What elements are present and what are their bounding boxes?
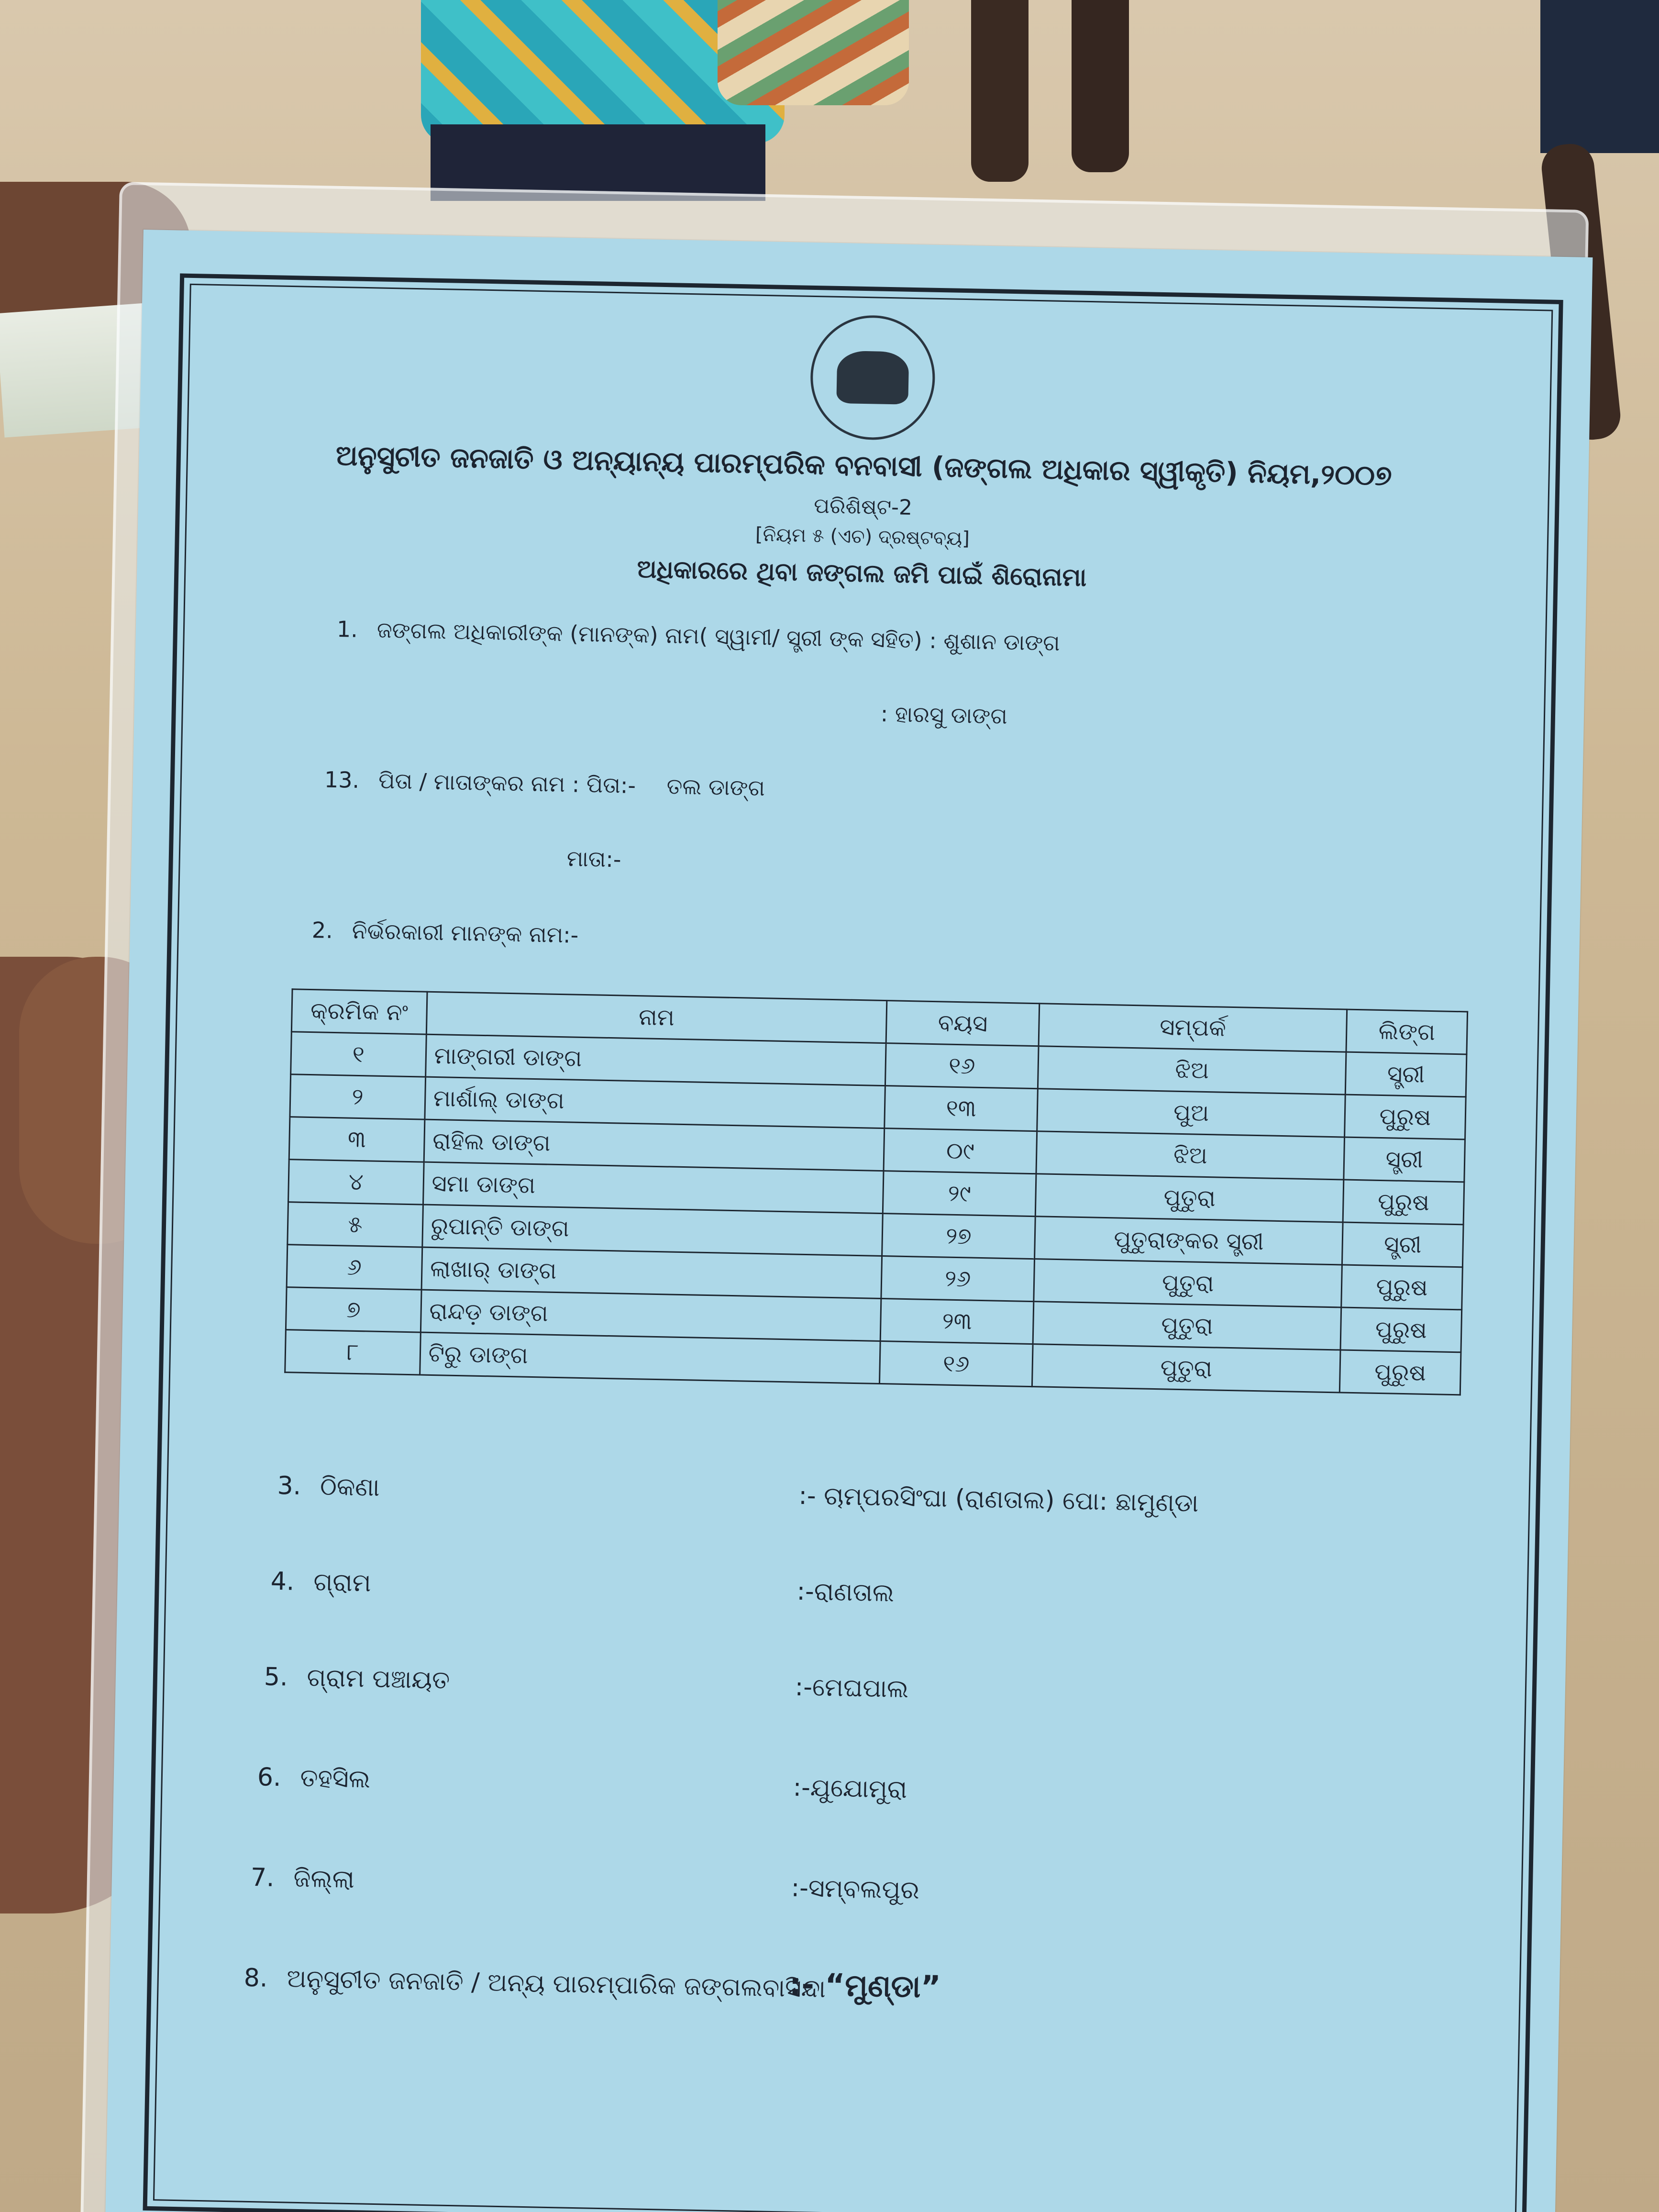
field-number: 7. [250, 1863, 275, 1892]
field-label: ଠିକଣା [320, 1472, 380, 1502]
cell-name: ରାନ୍ଦଡ଼ ଡାଙ୍ଗ [420, 1290, 881, 1341]
cell-serial: ୫ [288, 1202, 423, 1247]
field-number: 13. [324, 766, 360, 793]
field-label: ଜଙ୍ଗଲ ଅଧିକାରୀଙ୍କ (ମାନଙ୍କ) ନାମ( ସ୍ୱାମୀ/ ସ୍ତ୍ରୀ ଙ୍କ ସହିତ) : ଶୁଶାନ ଡାଙ୍ଗ [376, 617, 1061, 656]
field-tribe [243, 1964, 826, 2004]
field-number: 5. [264, 1662, 288, 1692]
field-dependents [311, 917, 578, 949]
cell-relation: ପୁତୁରା [1033, 1302, 1341, 1350]
cell-gender: ପୁରୁଷ [1340, 1307, 1462, 1352]
field-number: 1. [336, 616, 358, 642]
cell-relation: ଝିଅ [1038, 1046, 1346, 1095]
cell-serial: ୬ [287, 1245, 422, 1290]
cell-name: ରାହିଲ ଡାଙ୍ଗ [424, 1119, 885, 1171]
cell-serial: ୨ [290, 1074, 425, 1119]
cell-serial: ୮ [285, 1330, 420, 1375]
header-relation: ସମ୍ପର୍କ [1039, 1004, 1347, 1052]
field-label: ତହସିଲ [299, 1763, 371, 1794]
dependents-table [284, 988, 1468, 1395]
cell-gender: ସ୍ତ୍ରୀ [1344, 1137, 1465, 1182]
appendix-label: ପରିଶିଷ୍ଟ-2 [813, 494, 913, 520]
gram-panchayat-value: :-ମେଘପାଲ [795, 1672, 909, 1704]
cell-gender: ପୁରୁଷ [1341, 1265, 1463, 1310]
cell-age: ୧୩ [885, 1086, 1038, 1131]
field-label: ଗ୍ରାମ [313, 1568, 372, 1598]
field-tehsil [257, 1763, 370, 1794]
field-number: 8. [243, 1963, 268, 1993]
field-village [270, 1567, 371, 1598]
cell-age: ୧୬ [885, 1043, 1039, 1089]
cell-age: ୨୭ [882, 1214, 1036, 1259]
header-serial: କ୍ରମିକ ନଂ [291, 989, 427, 1034]
bystander-shorts [1540, 0, 1659, 153]
field-spouse-name: : ହାରସୁ ଡାଙ୍ଗ [880, 700, 1008, 729]
mother-label: ମାତା:- [566, 845, 622, 873]
cell-gender: ସ୍ତ୍ରୀ [1345, 1052, 1467, 1097]
odisha-emblem-icon [809, 314, 936, 441]
cell-gender: ପୁରୁଷ [1345, 1095, 1466, 1139]
cell-serial: ୧ [291, 1032, 426, 1077]
cell-gender: ପୁରୁଷ [1343, 1180, 1464, 1225]
field-number: 4. [270, 1567, 295, 1596]
tehsil-value: :-ଯୁଯୋମୁରା [793, 1773, 907, 1804]
cell-age: ୨୯ [883, 1171, 1036, 1217]
cell-age: ୧୬ [879, 1341, 1033, 1386]
cell-relation: ପୁଅ [1037, 1089, 1345, 1137]
cell-serial: ୩ [289, 1117, 424, 1162]
cell-age: ୦୯ [884, 1128, 1037, 1174]
field-number: 3. [277, 1471, 301, 1501]
cell-gender: ପୁରୁଷ [1339, 1350, 1461, 1395]
form-title: ଅନୁସୁଚୀତ ଜନଜାତି ଓ ଅନ୍ୟାନ୍ୟ ପାରମ୍ପରିକ ବନବାସୀ (ଜଙ୍ଗଲ ଅଧିକାର ସ୍ୱୀକୃତି) ନିୟମ,୨୦୦୭ [335, 439, 1393, 492]
header-gender: ଲିଙ୍ଗ [1346, 1009, 1468, 1054]
field-gram-panchayat [264, 1662, 450, 1695]
tribe-value: :- “ମୁଣ୍ଡା” [789, 1967, 941, 2005]
field-label: ଗ୍ରାମ ପଞ୍ଚାୟତ [306, 1663, 450, 1695]
cell-name: ରୁପାନ୍ତି ଡାଙ୍ଗ [422, 1205, 883, 1256]
form-sheet [105, 230, 1593, 2212]
cell-relation: ପୁତୁରା [1036, 1174, 1344, 1222]
field-parent-name [324, 766, 765, 802]
cell-name: ସମା ଡାଙ୍ଗ [423, 1162, 884, 1213]
address-value: :- ଚାମ୍ପରସିଂଘା (ରାଣତାଲ) ପୋ: ଛାମୁଣ୍ଡା [798, 1481, 1199, 1518]
cell-serial: ୪ [288, 1160, 424, 1205]
header-age: ବୟସ [886, 1001, 1040, 1046]
field-label: ଅନୁସୁଚୀତ ଜନଜାତି / ଅନ୍ୟ ପାରମ୍ପାରିକ ଜଙ୍ଗଲବାସିନ୍ଦା [286, 1964, 826, 2004]
field-label: ପିତା / ମାତାଙ୍କର ନାମ : ପିତା:- [378, 767, 636, 798]
cell-age: ୨୬ [881, 1256, 1035, 1302]
cell-relation: ପୁତୁରାଙ୍କର ସ୍ତ୍ରୀ [1035, 1217, 1343, 1265]
cell-name: ମାର୍ଶାଲ୍ ଡାଙ୍ଗ [425, 1077, 885, 1128]
patterned-bag [718, 0, 909, 105]
cell-serial: ୭ [286, 1287, 421, 1332]
person-leg-left [971, 0, 1029, 182]
form-content [105, 230, 1593, 2212]
cell-relation: ପୁତୁରା [1032, 1344, 1340, 1393]
cell-name: ଟିରୁ ଡାଙ୍ଗ [420, 1332, 880, 1383]
cell-relation: ଝିଅ [1036, 1131, 1344, 1180]
cell-name: ମାଙ୍ଗରୀ ଡାଙ୍ଗ [425, 1034, 886, 1085]
father-name: ତଲ ଡାଙ୍ଗ [666, 773, 765, 801]
person-leg-right [1072, 0, 1129, 172]
field-address [277, 1471, 380, 1503]
rule-reference: [ନିୟମ ୫ (ଏଚ) ଦ୍ରଷ୍ଟବ୍ୟ] [755, 523, 970, 550]
cell-age: ୨୩ [880, 1299, 1034, 1344]
field-number: 6. [257, 1763, 282, 1792]
cell-relation: ପୁତୁରା [1034, 1259, 1342, 1307]
header-name: ନାମ [426, 992, 887, 1043]
cell-name: ଲାଖାର୍ ଡାଙ୍ଗ [421, 1247, 882, 1298]
field-label: ନିର୍ଭରକାରୀ ମାନଙ୍କ ନାମ:- [352, 918, 579, 948]
field-holder-name [336, 616, 1060, 657]
village-value: :-ରାଣତାଲ [796, 1577, 895, 1608]
field-number: 2. [311, 917, 333, 943]
district-value: :-ସମ୍ବଲପୁର [791, 1873, 920, 1905]
form-heading: ଅଧିକାରରେ ଥିବା ଜଙ୍ଗଲ ଜମି ପାଇଁ ଶିରୋନାମା [637, 554, 1087, 592]
cell-gender: ସ୍ତ୍ରୀ [1342, 1222, 1463, 1267]
field-label: ଜିଲ୍ଲା [293, 1864, 355, 1894]
field-district [250, 1863, 354, 1894]
